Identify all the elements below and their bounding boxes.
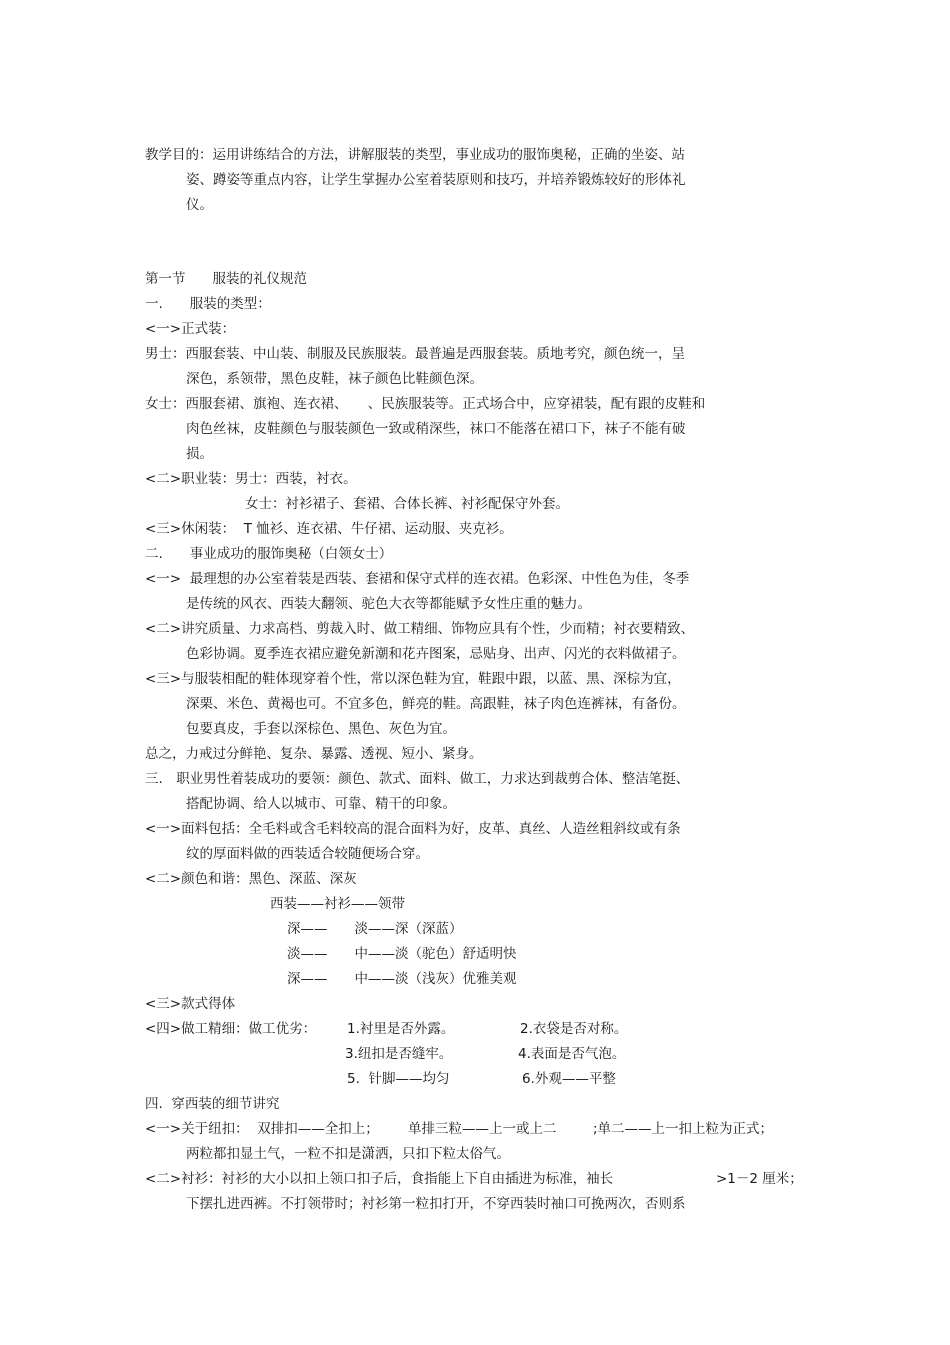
text-line: <二>衬衫：衬衫的大小以扣上领口扣子后，食指能上下自由插进为标准，袖长 bbox=[145, 1171, 614, 1187]
text-line: >1－2 厘米； bbox=[716, 1171, 803, 1187]
heading-success-attire: 二. 事业成功的服饰奥秘（白领女士） bbox=[145, 546, 393, 562]
text-line: 损。 bbox=[186, 446, 213, 462]
text-line: 下摆扎进西裤。不打领带时；衬衫第一粒扣打开，不穿西装时袖口可挽两次，否则系 bbox=[186, 1196, 686, 1212]
text-line: 女士：衬衫裙子、套裙、合体长裤、衬衫配保守外套。 bbox=[245, 496, 569, 512]
text-line: 4.表面是否气泡。 bbox=[518, 1046, 626, 1062]
text-line: 淡—— 中——淡（驼色）舒适明快 bbox=[287, 946, 517, 962]
text-line: 深栗、米色、黄褐也可。不宜多色，鲜亮的鞋。高跟鞋，袜子肉色连裤袜，有备份。 bbox=[186, 696, 686, 712]
objective-line-3: 仪。 bbox=[186, 197, 213, 213]
text-line: 肉色丝袜，皮鞋颜色与服装颜色一致或稍深些，袜口不能落在裙口下，袜子不能有破 bbox=[186, 421, 686, 437]
text-line: 3.纽扣是否缝牢。 bbox=[345, 1046, 453, 1062]
text-line: <一>关于纽扣： 双排扣——全扣上； bbox=[145, 1121, 379, 1137]
text-line: 搭配协调、给人以城市、可靠、精干的印象。 bbox=[186, 796, 456, 812]
text-line: 5. 针脚——均匀 bbox=[347, 1071, 450, 1087]
text-line: 色彩协调。夏季连衣裙应避免新潮和花卉图案，忌贴身、出声、闪光的衣料做裙子。 bbox=[186, 646, 686, 662]
section-title: 第一节 服装的礼仪规范 bbox=[145, 271, 307, 287]
heading-clothing-types: 一. 服装的类型： bbox=[145, 296, 271, 312]
text-line: 深色，系领带，黑色皮鞋，袜子颜色比鞋颜色深。 bbox=[186, 371, 483, 387]
text-line: 女士：西服套裙、旗袍、连衣裙、 、民族服装等。正式场合中，应穿裙装，配有跟的皮鞋和 bbox=[145, 396, 706, 412]
text-line: 两粒都扣显土气，一粒不扣是潇洒，只扣下粒太俗气。 bbox=[186, 1146, 510, 1162]
text-line: 总之，力戒过分鲜艳、复杂、暴露、透视、短小、紧身。 bbox=[145, 746, 483, 762]
text-line: <三>休闲装： T 恤衫、连衣裙、牛仔裙、运动服、夹克衫。 bbox=[145, 521, 513, 537]
text-line: <一>面料包括：全毛料或含毛料较高的混合面料为好，皮革、真丝、人造丝粗斜纹或有条 bbox=[145, 821, 681, 837]
text-line: <三>款式得体 bbox=[145, 996, 236, 1012]
text-line: <二>颜色和谐：黑色、深蓝、深灰 bbox=[145, 871, 357, 887]
text-line: 1.衬里是否外露。 bbox=[347, 1021, 455, 1037]
text-line: ;单二——上一扣上粒为正式； bbox=[593, 1121, 774, 1137]
heading-suit-details: 四. 穿西装的细节讲究 bbox=[145, 1096, 280, 1112]
text-line: 单排三粒——上一或上二 bbox=[408, 1121, 557, 1137]
text-line: 深—— 中——淡（浅灰）优雅美观 bbox=[287, 971, 517, 987]
text-line: <三>与服装相配的鞋体现穿着个性，常以深色鞋为宜，鞋跟中跟，以蓝、黑、深棕为宜， bbox=[145, 671, 681, 687]
text-line: 是传统的风衣、西装大翻领、驼色大衣等都能赋予女性庄重的魅力。 bbox=[186, 596, 591, 612]
text-line: <一> 最理想的办公室着装是西装、套裙和保守式样的连衣裙。色彩深、中性色为佳，冬季 bbox=[145, 571, 690, 587]
text-line: 包要真皮，手套以深棕色、黑色、灰色为宜。 bbox=[186, 721, 456, 737]
text-line: <四>做工精细：做工优劣： bbox=[145, 1021, 317, 1037]
text-line: 纹的厚面料做的西装适合较随便场合穿。 bbox=[186, 846, 429, 862]
text-line: 6.外观——平整 bbox=[522, 1071, 616, 1087]
text-line: <一>正式装： bbox=[145, 321, 236, 337]
objective-line-2: 姿、蹲姿等重点内容，让学生掌握办公室着装原则和技巧，并培养锻炼较好的形体礼 bbox=[186, 172, 686, 188]
text-line: <二>讲究质量、力求高档、剪裁入时、做工精细、饰物应具有个性，少而精；衬衣要精致、 bbox=[145, 621, 695, 637]
text-line: <二>职业装：男士：西装，衬衣。 bbox=[145, 471, 357, 487]
text-line: 深—— 淡——深（深蓝） bbox=[287, 921, 463, 937]
objective-line-1: 教学目的：运用讲练结合的方法，讲解服装的类型，事业成功的服饰奥秘，正确的坐姿、站 bbox=[145, 147, 685, 163]
text-line: 男士：西服套装、中山装、制服及民族服装。最普遍是西服套装。质地考究，颜色统一，呈 bbox=[145, 346, 685, 362]
text-line: 西装——衬衫——领带 bbox=[270, 896, 405, 912]
text-line: 2.衣袋是否对称。 bbox=[520, 1021, 628, 1037]
heading-male-attire: 三. 职业男性着装成功的要领：颜色、款式、面料、做工，力求达到裁剪合体、整洁笔挺、 bbox=[145, 771, 690, 787]
